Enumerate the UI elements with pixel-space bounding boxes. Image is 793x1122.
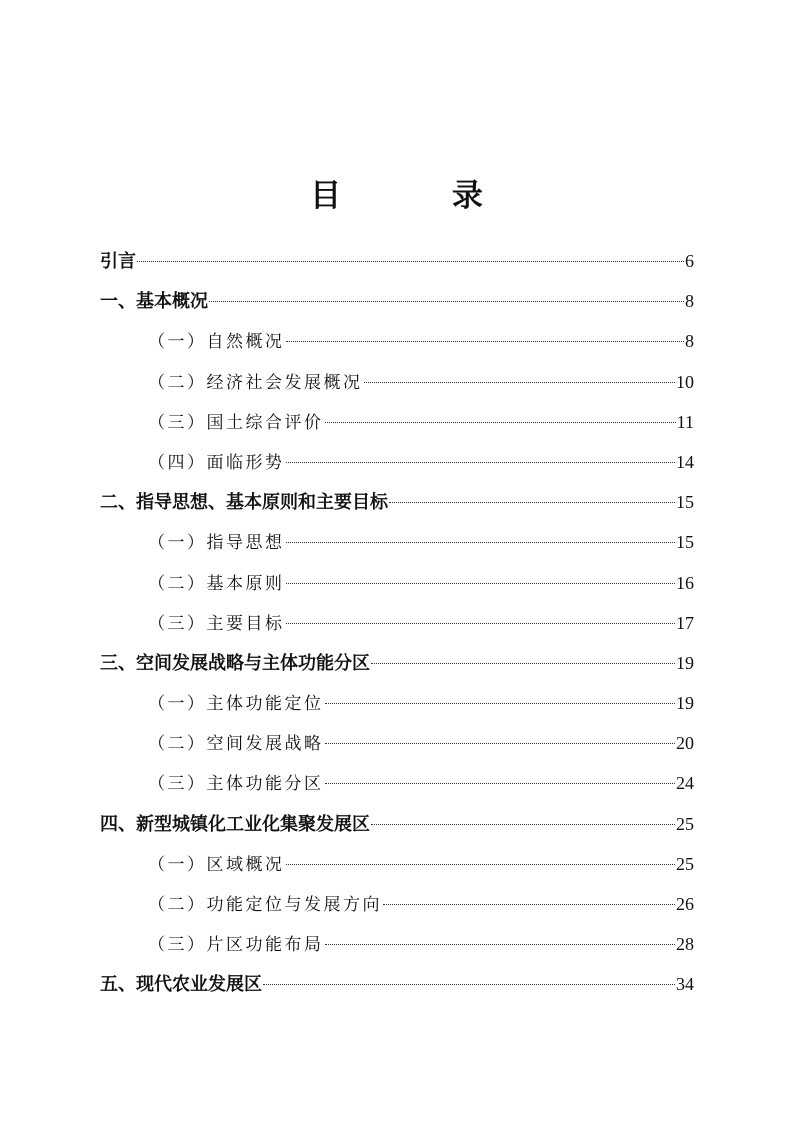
toc-entry-label: 引言 [100, 251, 136, 272]
page-title: 目 录 [310, 177, 533, 214]
dot-leader [263, 984, 675, 985]
dot-leader [325, 703, 676, 704]
toc-section-entry[interactable] [100, 402, 694, 442]
toc-page-number: 8 [685, 291, 694, 312]
dot-leader [325, 944, 676, 945]
toc-section-entry[interactable] [100, 763, 694, 803]
toc-section-entry[interactable] [100, 844, 694, 884]
toc-entry-label: （一）主体功能定位 [148, 694, 324, 715]
toc-page-number: 25 [676, 813, 694, 834]
dot-leader [371, 824, 675, 825]
toc-page-number: 17 [676, 612, 694, 633]
toc-entry-label: （三）国土综合评价 [148, 412, 324, 433]
toc-page-number: 16 [676, 572, 694, 593]
toc-page-number: 34 [676, 974, 694, 995]
toc-section-entry[interactable] [100, 522, 694, 562]
toc-page-number: 14 [676, 451, 694, 472]
dot-leader [325, 783, 676, 784]
dot-leader [325, 422, 676, 423]
toc-entry-label: （二）基本原则 [148, 573, 285, 594]
dot-leader [371, 663, 675, 664]
toc-section-entry[interactable] [100, 563, 694, 603]
dot-leader [383, 904, 675, 905]
toc-section-entry[interactable] [100, 442, 694, 482]
toc-page-number: 6 [685, 251, 694, 271]
dot-leader [286, 583, 676, 584]
toc-entry-label: （一）自然概况 [148, 332, 285, 353]
toc-chapter-entry[interactable] [100, 804, 694, 844]
toc-chapter-entry[interactable] [100, 281, 694, 321]
toc-page-number: 15 [676, 532, 694, 553]
toc-entry-label: 一、基本概况 [100, 291, 208, 313]
toc-section-entry[interactable] [100, 321, 694, 361]
dot-leader [325, 743, 676, 744]
toc-page-number: 15 [676, 492, 694, 513]
toc-entry-label: （二）空间发展战略 [148, 734, 324, 755]
dot-leader [364, 382, 676, 383]
toc-section-entry[interactable] [100, 362, 694, 402]
toc-page-number: 11 [676, 411, 694, 432]
toc-entry-label: （三）主体功能分区 [148, 774, 324, 795]
toc-entry-label: （一）区域概况 [148, 854, 285, 875]
toc-chapter-entry[interactable] [100, 964, 694, 1004]
toc-entry-label: （四）面临形势 [148, 452, 285, 473]
toc-section-entry[interactable] [100, 603, 694, 643]
dot-leader [286, 623, 676, 624]
table-of-contents [100, 241, 694, 1005]
toc-page-number: 19 [676, 693, 694, 714]
toc-entry-label: 五、现代农业发展区 [100, 974, 262, 996]
dot-leader [286, 462, 676, 463]
toc-page-number: 25 [676, 853, 694, 874]
toc-entry-label: （二）经济社会发展概况 [148, 372, 363, 393]
toc-section-entry[interactable] [100, 884, 694, 924]
toc-page-number: 8 [685, 331, 694, 352]
toc-section-entry[interactable] [100, 683, 694, 723]
toc-page-number: 26 [676, 894, 694, 914]
dot-leader [286, 341, 685, 342]
toc-chapter-entry[interactable] [100, 241, 694, 281]
dot-leader [137, 261, 684, 262]
toc-page-number: 24 [676, 773, 694, 794]
toc-section-entry[interactable] [100, 924, 694, 964]
toc-page-number: 28 [676, 934, 694, 955]
toc-entry-label: （一）指导思想 [148, 533, 285, 554]
toc-entry-label: 三、空间发展战略与主体功能分区 [100, 652, 370, 674]
toc-entry-label: 二、指导思想、基本原则和主要目标 [100, 492, 388, 514]
toc-chapter-entry[interactable] [100, 482, 694, 522]
dot-leader [389, 502, 675, 503]
toc-entry-label: （三）片区功能布局 [148, 935, 324, 956]
toc-entry-label: （二）功能定位与发展方向 [148, 895, 382, 915]
toc-chapter-entry[interactable] [100, 643, 694, 683]
toc-entry-label: （三）主要目标 [148, 613, 285, 634]
toc-entry-label: 四、新型城镇化工业化集聚发展区 [100, 813, 370, 835]
toc-section-entry[interactable] [100, 723, 694, 763]
dot-leader [286, 542, 676, 543]
dot-leader [209, 301, 684, 302]
dot-leader [286, 864, 676, 865]
toc-page-number: 10 [676, 371, 694, 392]
toc-page-number: 20 [676, 733, 694, 754]
toc-page-number: 19 [676, 652, 694, 673]
